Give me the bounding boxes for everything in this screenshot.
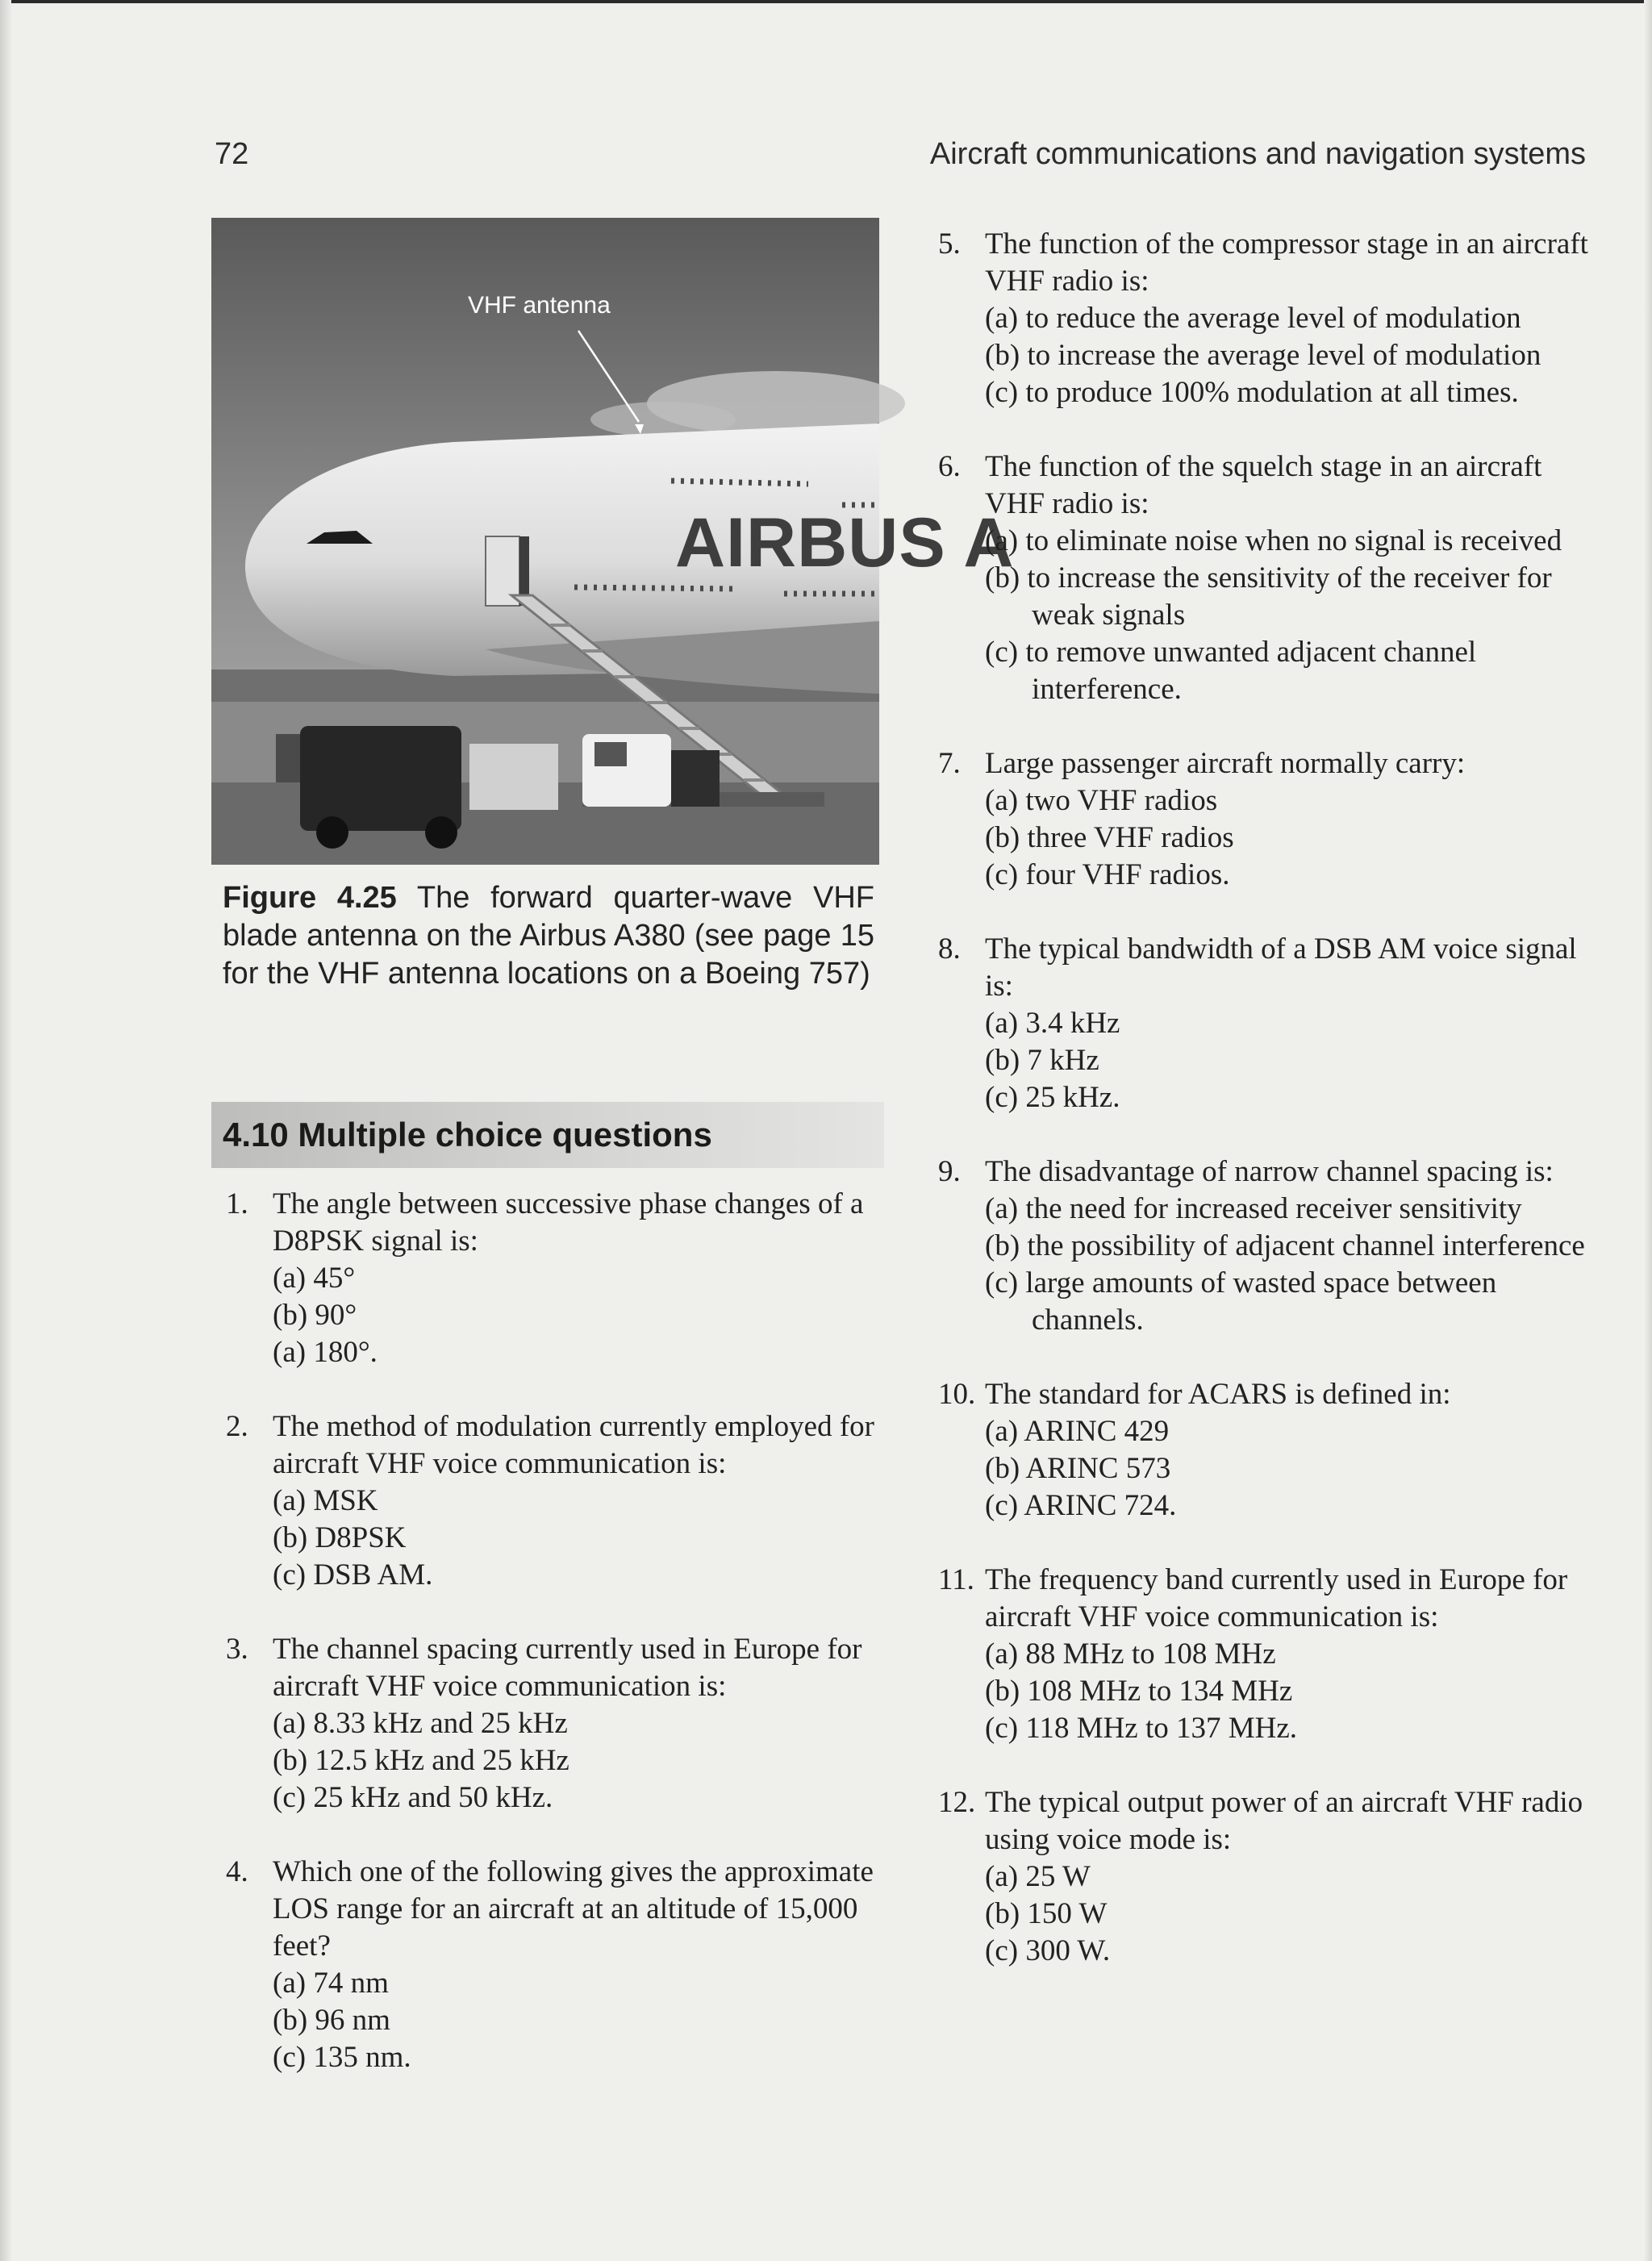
question-5 — [938, 226, 1592, 411]
question-number: 12. — [938, 1786, 976, 1819]
question-text: The function of the compressor stage in an aircraft VHF radio is: — [985, 227, 1588, 298]
page-number: 72 — [215, 137, 249, 171]
question-number: 4. — [226, 1855, 248, 1888]
answer-option: (c) to remove unwanted adjacent channel interference. — [985, 636, 1477, 706]
vhf-antenna-annotation: VHF antenna — [468, 292, 611, 319]
questions-column-left — [226, 1186, 887, 2113]
answer-option: (c) ARINC 724. — [985, 1489, 1177, 1522]
question-text: Large passenger aircraft normally carry: — [985, 747, 1466, 780]
answer-option: (b) D8PSK — [273, 1521, 407, 1554]
figure-caption — [223, 879, 874, 993]
answer-option: (b) to increase the average level of modulation — [985, 339, 1541, 372]
book-title: Aircraft communications and navigation systems — [929, 137, 1586, 171]
answer-option: (b) 108 MHz to 134 MHz — [985, 1675, 1293, 1708]
question-12 — [938, 1784, 1592, 1970]
figure-label: Figure 4.25 — [223, 881, 397, 915]
question-9 — [938, 1153, 1592, 1339]
question-number: 6. — [938, 450, 961, 483]
answer-option: (a) two VHF radios — [985, 784, 1218, 817]
answer-options — [985, 1413, 1592, 1525]
question-1 — [226, 1186, 887, 1371]
answer-option: (a) 8.33 kHz and 25 kHz — [273, 1707, 568, 1740]
answer-option: (c) DSB AM. — [273, 1558, 433, 1591]
question-text: The standard for ACARS is defined in: — [985, 1378, 1451, 1411]
answer-option: (c) large amounts of wasted space between channels. — [985, 1266, 1497, 1337]
question-text: The typical bandwidth of a DSB AM voice signal is: — [985, 932, 1577, 1003]
answer-option: (c) 25 kHz. — [985, 1081, 1120, 1114]
answer-option: (a) 45° — [273, 1262, 356, 1295]
figure-caption-text: The forward quarter-wave VHF blade antenna on the Airbus A380 (see page 15 for the VHF antenna locations on a Boeing 757) — [223, 881, 874, 991]
page-top-rule — [0, 0, 1652, 3]
question-7 — [938, 745, 1592, 894]
answer-option: (c) to produce 100% modulation at all times. — [985, 376, 1519, 409]
answer-options — [273, 1705, 887, 1817]
answer-option: (b) 96 nm — [273, 2004, 390, 2037]
question-number: 11. — [938, 1563, 974, 1596]
answer-options — [985, 1191, 1592, 1339]
questions-column-right — [938, 226, 1592, 2007]
answer-option: (c) four VHF radios. — [985, 858, 1230, 891]
figure-photo-airbus-a380 — [211, 218, 1015, 865]
question-number: 1. — [226, 1187, 248, 1220]
question-number: 10. — [938, 1378, 976, 1411]
answer-option: (a) to reduce the average level of modulation — [985, 302, 1521, 335]
question-number: 8. — [938, 932, 961, 966]
question-4 — [226, 1854, 887, 2076]
question-text: The channel spacing currently used in Europe for aircraft VHF voice communication is: — [273, 1633, 862, 1703]
question-8 — [938, 931, 1592, 1116]
answer-options — [985, 1858, 1592, 1970]
answer-option: (a) to eliminate noise when no signal is received — [985, 524, 1562, 557]
question-text: The frequency band currently used in Europe for aircraft VHF voice communication is: — [985, 1563, 1568, 1633]
question-3 — [226, 1631, 887, 1817]
answer-option: (a) MSK — [273, 1484, 378, 1517]
question-number: 2. — [226, 1410, 248, 1443]
answer-option: (a) the need for increased receiver sensitivity — [985, 1192, 1522, 1225]
question-number: 9. — [938, 1155, 961, 1188]
answer-option: (b) to increase the sensitivity of the receiver for weak signals — [985, 561, 1552, 632]
answer-options — [985, 1636, 1592, 1747]
answer-options — [985, 1005, 1592, 1116]
question-text: The function of the squelch stage in an aircraft VHF radio is: — [985, 450, 1542, 520]
answer-options — [985, 523, 1592, 708]
aircraft-lettering: AIRBUS A — [675, 504, 1015, 582]
question-6 — [938, 448, 1592, 708]
answer-option: (b) 7 kHz — [985, 1044, 1099, 1077]
answer-option: (c) 135 nm. — [273, 2041, 411, 2074]
answer-option: (c) 25 kHz and 50 kHz. — [273, 1781, 553, 1814]
answer-option: (c) 300 W. — [985, 1934, 1111, 1967]
answer-option: (b) 150 W — [985, 1897, 1108, 1930]
question-text: The disadvantage of narrow channel spacing is: — [985, 1155, 1554, 1188]
question-text: The typical output power of an aircraft VHF radio using voice mode is: — [985, 1786, 1583, 1856]
question-number: 3. — [226, 1633, 248, 1666]
page-edge-shadow-left — [0, 0, 11, 2261]
answer-option: (b) the possibility of adjacent channel interference — [985, 1229, 1585, 1262]
question-text: The method of modulation currently employed for aircraft VHF voice communication is: — [273, 1410, 874, 1480]
answer-option: (a) 25 W — [985, 1860, 1091, 1893]
answer-option: (a) 88 MHz to 108 MHz — [985, 1637, 1276, 1671]
section-heading: 4.10 Multiple choice questions — [211, 1102, 884, 1168]
answer-option: (c) 118 MHz to 137 MHz. — [985, 1712, 1298, 1745]
answer-option: (a) 3.4 kHz — [985, 1007, 1120, 1040]
running-head — [215, 137, 1586, 186]
answer-options — [273, 1965, 887, 2076]
answer-option: (b) 12.5 kHz and 25 kHz — [273, 1744, 569, 1777]
answer-option: (a) 180°. — [273, 1336, 378, 1369]
question-number: 7. — [938, 747, 961, 780]
answer-option: (a) ARINC 429 — [985, 1415, 1170, 1448]
answer-option: (b) 90° — [273, 1299, 357, 1332]
answer-options — [273, 1260, 887, 1371]
answer-options — [273, 1483, 887, 1594]
question-11 — [938, 1562, 1592, 1747]
question-text: Which one of the following gives the approximate LOS range for an aircraft at an altitude of 15,000 feet? — [273, 1855, 874, 1963]
question-2 — [226, 1408, 887, 1594]
question-10 — [938, 1376, 1592, 1525]
answer-option: (a) 74 nm — [273, 1967, 389, 2000]
answer-options — [985, 782, 1592, 894]
page-edge-shadow-right — [1644, 0, 1652, 2261]
answer-options — [985, 300, 1592, 411]
question-number: 5. — [938, 227, 961, 261]
answer-option: (b) ARINC 573 — [985, 1452, 1171, 1485]
answer-option: (b) three VHF radios — [985, 821, 1234, 854]
question-text: The angle between successive phase changes of a D8PSK signal is: — [273, 1187, 864, 1258]
